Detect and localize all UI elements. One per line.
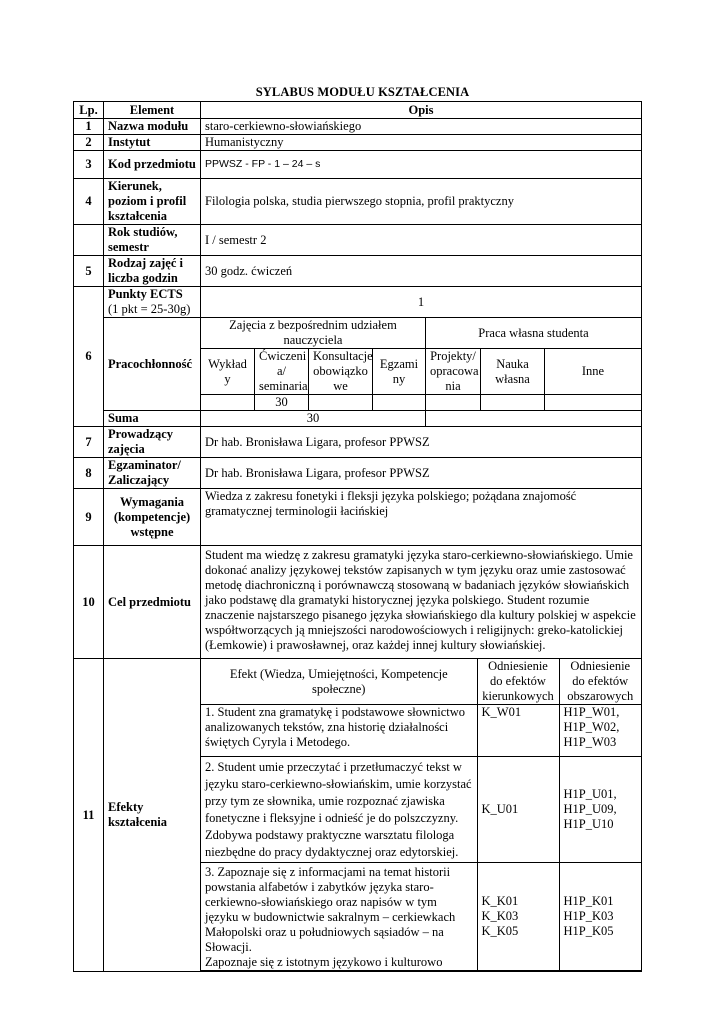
effect-text: 3. Zapoznaje się z informacjami na temat historii powstania alfabetów i zabytków języka staro-cerkiewno-słowiańskiego oraz napisów w tym języku w budownictwie sakralnym – cerkiewkach Małopolski oraz u południowych sąsiadów – na Słowacji. Zapoznaje się z istotnym językowo i kulturowo xyxy=(201,863,477,971)
row-label: Wymagania (kompetencje) wstępne xyxy=(104,489,201,546)
row-value: Dr hab. Bronisława Ligara, profesor PPWSZ xyxy=(201,458,642,489)
ects-label: Punkty ECTS xyxy=(108,287,183,301)
ects-value: 1 xyxy=(201,287,642,318)
effect-kier: K_K01 K_K03 K_K05 xyxy=(477,863,559,971)
row-label: Efekty kształcenia xyxy=(104,659,201,972)
suma-self xyxy=(426,411,642,427)
hours-inne xyxy=(545,395,642,411)
row-number-empty xyxy=(74,225,104,256)
row-prowadzacy xyxy=(74,427,642,458)
row-suma xyxy=(74,411,642,427)
ects-sub: (1 pkt = 25-30g) xyxy=(108,302,191,316)
row-number: 4 xyxy=(74,179,104,225)
header-row xyxy=(74,102,642,119)
effect-text: 2. Student umie przeczytać i przetłumaczyć tekst w języku staro-cerkiewno-słowiańskim, umie korzystać przy tym ze słownika, umie rozpoznać zjawiska fonetyczne i fleksyjne i odnieść je do polszczyzny. Zdobywa podstawy praktyczne warsztatu filologa niezbędne do pracy dydaktycznej oraz edytorskiej. xyxy=(201,757,477,863)
effect-obsz: H1P_K01 H1P_K03 H1P_K05 xyxy=(559,863,641,971)
row-label: Egzaminator/ Zaliczający xyxy=(104,458,201,489)
row-number: 8 xyxy=(74,458,104,489)
row-instytut xyxy=(74,135,642,151)
effects-table xyxy=(201,659,641,971)
row-egzaminator xyxy=(74,458,642,489)
course-code: PPWSZ - FP - 1 – 24 – s xyxy=(201,151,642,179)
row-label: Instytut xyxy=(104,135,201,151)
document-title: SYLABUS MODUŁU KSZTAŁCENIA xyxy=(255,85,470,99)
row-number: 6 xyxy=(74,287,104,427)
suma-label: Suma xyxy=(104,411,201,427)
row-number: 10 xyxy=(74,546,104,659)
direct-contact-group: Zajęcia z bezpośrednim udziałem nauczyciela xyxy=(201,318,426,349)
header-opis: Opis xyxy=(201,102,642,119)
row-number: 2 xyxy=(74,135,104,151)
row-kierunek xyxy=(74,179,642,225)
row-rok-studiow xyxy=(74,225,642,256)
col-projekty: Projekty/ opracowa nia xyxy=(426,349,481,395)
row-label: Rodzaj zajęć i liczba godzin xyxy=(104,256,201,287)
row-number: 7 xyxy=(74,427,104,458)
hours-nauka xyxy=(481,395,545,411)
effects-head-effect: Efekt (Wiedza, Umiejętności, Kompetencje społeczne) xyxy=(201,659,477,705)
col-inne: Inne xyxy=(545,349,642,395)
row-wymagania xyxy=(74,489,642,546)
row-number: 3 xyxy=(74,151,104,179)
hours-konsultacje xyxy=(309,395,373,411)
effects-head-obsz: Odniesienie do efektów obszarowych xyxy=(559,659,641,705)
hours-wyklady xyxy=(201,395,255,411)
header-lp: Lp. xyxy=(74,102,104,119)
col-konsultacje: Konsultacje obowiązko we xyxy=(309,349,373,395)
col-wyklady: Wykład y xyxy=(201,349,255,395)
row-value: I / semestr 2 xyxy=(201,225,642,256)
row-label: Kod przedmiotu xyxy=(104,151,201,179)
row-label: Rok studiów, semestr xyxy=(104,225,201,256)
row-cel-przedmiotu xyxy=(74,546,642,659)
row-efekty xyxy=(74,659,642,972)
row-value: 30 godz. ćwiczeń xyxy=(201,256,642,287)
syllabus-table xyxy=(73,101,642,972)
effect-kier: K_U01 xyxy=(477,757,559,863)
row-number: 9 xyxy=(74,489,104,546)
row-value: Wiedza z zakresu fonetyki i fleksji języka polskiego; pożądana znajomość gramatycznej terminologii łacińskiej xyxy=(201,489,642,546)
row-punkty-ects xyxy=(74,287,642,318)
header-element: Element xyxy=(104,102,201,119)
row-value: Filologia polska, studia pierwszego stopnia, profil praktyczny xyxy=(201,179,642,225)
row-label: Prowadzący zajęcia xyxy=(104,427,201,458)
row-rodzaj-zajec xyxy=(74,256,642,287)
self-study-group: Praca własna studenta xyxy=(426,318,642,349)
row-value: Student ma wiedzę z zakresu gramatyki języka staro-cerkiewno-słowiańskiego. Umie dokonać analizy językowej tekstów zapisanych w tym języku oraz umie zastosować metodę diachroniczną i porównawczą stosowaną w badaniach języków słowiańskich jako podstawę dla gramatyki historycznej języka polskiego. Student rozumie znaczenie najstarszego pisanego języka słowiańskiego dla kultury polskiej w aspekcie współtworzących ją mniejszości narodowościowych i religijnych: greko-katolickiej (Łemkowie) i prawosławnej, oraz każdej innej kultury słowiańskiej. xyxy=(201,546,642,659)
col-cwiczenia: Ćwiczeni a/ seminaria xyxy=(255,349,309,395)
effect-kier: K_W01 xyxy=(477,705,559,757)
row-kod-przedmiotu xyxy=(74,151,642,179)
effect-row xyxy=(201,863,641,971)
row-label: Cel przedmiotu xyxy=(104,546,201,659)
row-label: Kierunek, poziom i profil kształcenia xyxy=(104,179,201,225)
col-egzaminy: Egzami ny xyxy=(373,349,426,395)
row-label xyxy=(104,287,201,318)
effects-head-kier: Odniesienie do efektów kierunkowych xyxy=(477,659,559,705)
row-number: 5 xyxy=(74,256,104,287)
effect-obsz: H1P_W01, H1P_W02, H1P_W03 xyxy=(559,705,641,757)
effects-cell xyxy=(201,659,642,972)
effect-text: 1. Student zna gramatykę i podstawowe słownictwo analizowanych tekstów, zna historię działalności świętych Cyryla i Metodego. xyxy=(201,705,477,757)
row-pracochlonnosc-groups xyxy=(74,318,642,349)
row-value: staro-cerkiewno-słowiańskiego xyxy=(201,119,642,135)
effect-obsz: H1P_U01, H1P_U09, H1P_U10 xyxy=(559,757,641,863)
col-nauka-wlasna: Nauka własna xyxy=(481,349,545,395)
suma-value: 30 xyxy=(201,411,426,427)
row-label: Nazwa modułu xyxy=(104,119,201,135)
hours-projekty xyxy=(426,395,481,411)
row-label: Pracochłonność xyxy=(104,318,201,411)
effect-row xyxy=(201,757,641,863)
effect-row xyxy=(201,705,641,757)
row-value: Dr hab. Bronisława Ligara, profesor PPWSZ xyxy=(201,427,642,458)
row-number: 1 xyxy=(74,119,104,135)
row-number: 11 xyxy=(74,659,104,972)
row-value: Humanistyczny xyxy=(201,135,642,151)
row-nazwa-modulu xyxy=(74,119,642,135)
effects-header xyxy=(201,659,641,705)
hours-egzaminy xyxy=(373,395,426,411)
hours-cwiczenia: 30 xyxy=(255,395,309,411)
